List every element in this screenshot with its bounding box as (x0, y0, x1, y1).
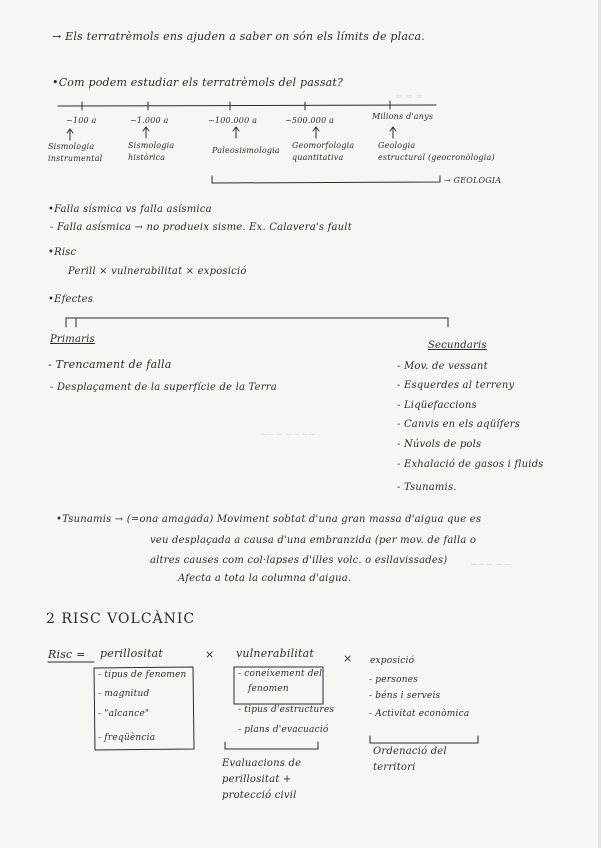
timeline-tick-label: ~100.000 a (208, 116, 258, 125)
timeline-tick-label: ~100 a (66, 116, 97, 125)
timeline-tick-label: ~1.000 a (130, 116, 169, 125)
geology-bracket (212, 176, 440, 183)
perill-item: - magnitud (98, 689, 150, 699)
vulnerabilitat-bracket (225, 742, 318, 749)
secondary-effect-item: - Núvols de pols (397, 439, 482, 450)
exposicio-item: - béns i serveis (369, 691, 441, 701)
risc-label: Risc = (48, 648, 86, 661)
timeline-tick-label: ~500.000 a (285, 116, 335, 125)
vulnerabilitat-item: - plans d'evacuació (238, 725, 329, 735)
tsunami-line: •Tsunamis → (=ona amagada) Moviment sobtat d'una gran massa d'aigua que es (56, 514, 482, 525)
exposicio-label: exposició (370, 656, 415, 666)
secondary-effect-item: - Canvis en els aqüífers (397, 419, 521, 430)
secondary-effects-label: Secundaris (428, 340, 487, 351)
arrow-up-icon (67, 129, 73, 140)
arrow-up-icon (313, 127, 319, 138)
perill-item: - freqüència (98, 733, 156, 743)
intro-line-1: → Els terratrèmols ens ajuden a saber on són els límits de placa. (52, 30, 425, 43)
risk-formula: Perill × vulnerabilitat × exposició (68, 266, 247, 277)
timeline-discipline: Sismologia instrumental (48, 142, 103, 163)
primary-effect-item: - Trencament de falla (48, 358, 172, 371)
timeline-discipline: Sismologia històrica (128, 141, 175, 162)
secondary-effect-item: - Exhalació de gasos i fluids (397, 459, 544, 470)
bleed-through-text: ~~~ ~~ (470, 560, 511, 570)
secondary-effect-item: - Esquerdes al terreny (397, 380, 515, 391)
arrow-up-icon (233, 127, 239, 138)
vulnerabilitat-footer: Evaluacions de perillositat + protecció civil (222, 758, 302, 801)
faults-title: •Falla sísmica vs falla asísmica (48, 204, 212, 215)
intro-line-2: •Com podem estudiar els terratrèmols del passat? (52, 76, 344, 89)
perill-item: - tipus de fenomen (98, 670, 187, 680)
exposicio-footer: Ordenació del territori (373, 746, 447, 773)
secondary-effect-item: - Liqüefaccions (397, 400, 477, 411)
primary-effect-item: - Desplaçament de la superfície de la Terra (50, 382, 277, 393)
vulnerabilitat-item: - coneixement del (238, 669, 323, 679)
times-sign: × (343, 652, 353, 665)
risk-title: •Risc (48, 247, 77, 258)
exposicio-item: - Activitat econòmica (369, 709, 470, 719)
exposicio-bracket (370, 736, 478, 743)
timeline-tick-label: Milions d'anys (372, 112, 434, 121)
section-title: 2 RISC VOLCÀNIC (46, 611, 196, 627)
tsunami-line: altres causes com col·lapses d'illes volc. o esllavissades) (150, 555, 448, 566)
secondary-effect-item: - Tsunamis. (397, 482, 457, 493)
secondary-effect-item: - Mov. de vessant (397, 361, 488, 372)
perill-item: - "alcance" (98, 709, 150, 719)
vulnerabilitat-item: fenomen (248, 684, 289, 694)
timeline-discipline: Paleosismologia (212, 146, 280, 155)
exposicio-item: - persones (369, 675, 419, 685)
effects-bracket (66, 318, 448, 327)
vulnerabilitat-label: vulnerabilitat (236, 647, 315, 660)
tsunami-line: veu desplaçada a causa d'una embranzida (per mov. de falla o (150, 535, 477, 546)
faults-note: - Falla asísmica → no produeix sisme. Ex. Calavera's fault (50, 222, 352, 233)
arrow-up-icon (390, 127, 396, 138)
timeline-discipline: Geologia estructural (geocronòlogia) (378, 141, 495, 162)
vulnerabilitat-item: - tipus d'estructures (238, 705, 335, 715)
arrow-up-icon (143, 127, 149, 138)
perill-label: perillositat (100, 647, 163, 660)
effects-title: •Efectes (48, 294, 94, 305)
bleed-through-text: ~~~ ~~~~ (260, 430, 316, 440)
vulnerabilitat-box (234, 667, 323, 704)
geology-label: → GEOLOGIA (444, 176, 502, 185)
times-sign: × (205, 648, 215, 661)
bleed-through-text: ≈ ≈ ≈ (395, 92, 424, 102)
perill-box (94, 667, 194, 750)
tsunami-line: Afecta a tota la columna d'aigua. (178, 573, 352, 584)
timeline-axis (58, 105, 436, 106)
timeline-discipline: Geomorfologia quantitativa (292, 141, 355, 162)
primary-effects-label: Primaris (50, 334, 95, 345)
